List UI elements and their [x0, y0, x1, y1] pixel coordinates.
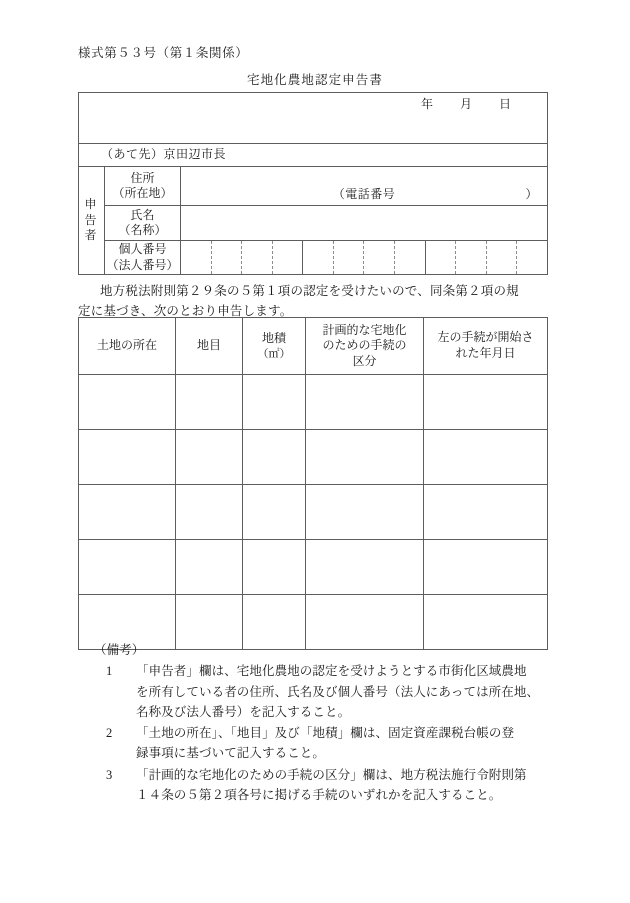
mynumber-box[interactable]	[211, 241, 242, 274]
land-table-header-5-line-1: 左の手続が開始さ	[437, 330, 534, 345]
land-table-cell-r4-c1[interactable]	[79, 540, 176, 595]
telephone-close-label: ）	[525, 186, 538, 201]
land-table-row	[79, 540, 548, 595]
mynumber-box[interactable]	[272, 241, 303, 274]
note-3-line-2: １４条の５第２項各号に掲げる手続のいずれかを記入すること。	[136, 787, 502, 802]
land-table-cell-r1-c4[interactable]	[306, 375, 424, 430]
mynumber-box[interactable]	[426, 241, 456, 274]
note-2-line-1: 「土地の所在」、「地目」及び「地積」欄は、固定資産課税台帳の登	[136, 726, 515, 740]
land-table-cell-r3-c2[interactable]	[176, 485, 243, 540]
land-table-header-4-line-2: のための手続の	[322, 338, 407, 353]
land-table-cell-r1-c1[interactable]	[79, 375, 176, 430]
telephone-open-label: （電話番号	[332, 186, 396, 201]
mynumber-row-label-line1: 個人番号	[118, 242, 167, 257]
mynumber-box-container	[181, 241, 547, 274]
mynumber-input-cell[interactable]	[181, 241, 548, 275]
mynumber-row	[79, 241, 548, 275]
land-table-cell-r2-c2[interactable]	[176, 430, 243, 485]
mynumber-group	[302, 241, 424, 274]
declarant-table	[78, 92, 548, 275]
land-table-header-4-line-1: 計画的な宅地化	[322, 322, 407, 337]
land-table-cell-r3-c4[interactable]	[306, 485, 424, 540]
mynumber-group	[181, 241, 302, 274]
note-2-line-2: 録事項に基づいて記入すること。	[136, 746, 326, 761]
notes-list	[78, 661, 556, 805]
note-number-2: 2	[106, 726, 113, 740]
land-table-header-row	[79, 318, 548, 375]
address-row	[79, 167, 548, 206]
land-table-cell-r2-c5[interactable]	[424, 430, 548, 485]
telephone-hint	[181, 187, 547, 202]
land-table-row	[79, 430, 548, 485]
mynumber-box[interactable]	[241, 241, 272, 274]
address-row-label	[105, 167, 181, 206]
declarant-side-label-char-2: 告	[84, 212, 99, 227]
land-table-cell-r4-c5[interactable]	[424, 540, 548, 595]
land-table-cell-r2-c3[interactable]	[243, 430, 306, 485]
land-table-header-2-line-1: 地目	[196, 338, 221, 353]
note-item-3	[78, 765, 556, 806]
note-body-1	[136, 661, 556, 722]
land-table-header-1	[79, 318, 176, 375]
mynumber-row-label-line2: （法人番号）	[106, 257, 179, 272]
note-1-line-1: 「申告者」欄は、宅地化農地の認定を受けようとする市街化区域農地	[136, 664, 527, 679]
addressee-row	[79, 144, 548, 167]
mynumber-group	[425, 241, 547, 274]
name-row-label-line2: （名称）	[118, 223, 167, 237]
mynumber-box[interactable]	[333, 241, 364, 274]
note-number-1: 1	[106, 664, 113, 679]
date-day-label: 日	[498, 97, 512, 111]
date-line	[408, 97, 525, 112]
addressee-label: （あて先）京田辺市長	[79, 144, 548, 167]
land-table-header-3-line-2: （㎡）	[257, 347, 291, 360]
land-table-header-3-line-1: 地積	[261, 331, 286, 346]
name-row-label-line1: 氏名	[130, 207, 155, 222]
date-row	[79, 93, 548, 144]
mynumber-box[interactable]	[516, 241, 547, 274]
declarant-side-label-char-1: 申	[84, 197, 99, 212]
land-table	[78, 317, 548, 650]
statement-line-2: 定に基づき、次のとおり申告します。	[78, 304, 293, 319]
note-1-line-3: 名称及び法人番号）を記入すること。	[136, 704, 351, 719]
land-table-cell-r2-c1[interactable]	[79, 430, 176, 485]
address-row-label-line2: （所在地）	[112, 186, 173, 200]
land-table-header-4-line-3: 区分	[352, 353, 377, 368]
land-table-cell-r4-c4[interactable]	[306, 540, 424, 595]
land-table-cell-r2-c4[interactable]	[306, 430, 424, 485]
notes-heading: （備考）	[94, 643, 145, 657]
notes-section	[78, 640, 556, 805]
mynumber-row-label	[105, 241, 181, 275]
land-table-cell-r3-c5[interactable]	[424, 485, 548, 540]
note-3-line-1: 「計画的な宅地化のための手続の区分」欄は、地方税法施行令附則第	[136, 767, 527, 782]
name-input-cell[interactable]	[181, 206, 548, 241]
date-year-label: 年	[420, 97, 434, 111]
land-table-cell-r3-c1[interactable]	[79, 485, 176, 540]
land-table-cell-r1-c2[interactable]	[176, 375, 243, 430]
land-table-cell-r1-c3[interactable]	[243, 375, 306, 430]
land-table-header-1-line-1: 土地の所在	[96, 338, 157, 353]
land-table-header-3	[243, 318, 306, 375]
document-title: 宅地化農地認定申告書	[246, 73, 383, 87]
land-table-cell-r4-c3[interactable]	[243, 540, 306, 595]
land-table-header-2	[176, 318, 243, 375]
name-row-label	[105, 206, 181, 241]
mynumber-box[interactable]	[455, 241, 486, 274]
note-number-3: 3	[106, 767, 113, 782]
land-table-body	[79, 375, 548, 650]
note-body-2	[136, 723, 556, 764]
note-body-3	[136, 765, 556, 806]
mynumber-box[interactable]	[303, 241, 333, 274]
land-table-row	[79, 375, 548, 430]
date-cell[interactable]	[79, 93, 548, 144]
land-table-cell-r3-c3[interactable]	[243, 485, 306, 540]
mynumber-box[interactable]	[394, 241, 425, 274]
address-row-label-line1: 住所	[130, 170, 155, 185]
land-table-header-4	[306, 318, 424, 375]
mynumber-box[interactable]	[181, 241, 211, 274]
date-month-label: 月	[459, 97, 473, 111]
address-input-cell[interactable]	[181, 167, 548, 206]
land-table-cell-r1-c5[interactable]	[424, 375, 548, 430]
land-table-cell-r4-c2[interactable]	[176, 540, 243, 595]
statement-paragraph	[78, 281, 550, 322]
note-item-2	[78, 723, 556, 764]
note-1-line-2: を所有している者の住所、氏名及び個人番号（法人にあっては所在地、	[136, 684, 540, 699]
form-number: 様式第５３号（第１条関係）	[78, 46, 249, 60]
statement-line-1: 地方税法附則第２９条の５第１項の認定を受けたいので、同条第２項の規	[100, 284, 519, 298]
note-item-1	[78, 661, 556, 722]
declarant-side-label	[79, 167, 105, 275]
land-table-header-5	[424, 318, 548, 375]
declarant-side-label-char-3: 者	[84, 228, 99, 243]
name-row	[79, 206, 548, 241]
mynumber-box[interactable]	[363, 241, 394, 274]
land-table-row	[79, 485, 548, 540]
land-table-header-5-line-2: れた年月日	[455, 346, 516, 360]
mynumber-box[interactable]	[486, 241, 517, 274]
